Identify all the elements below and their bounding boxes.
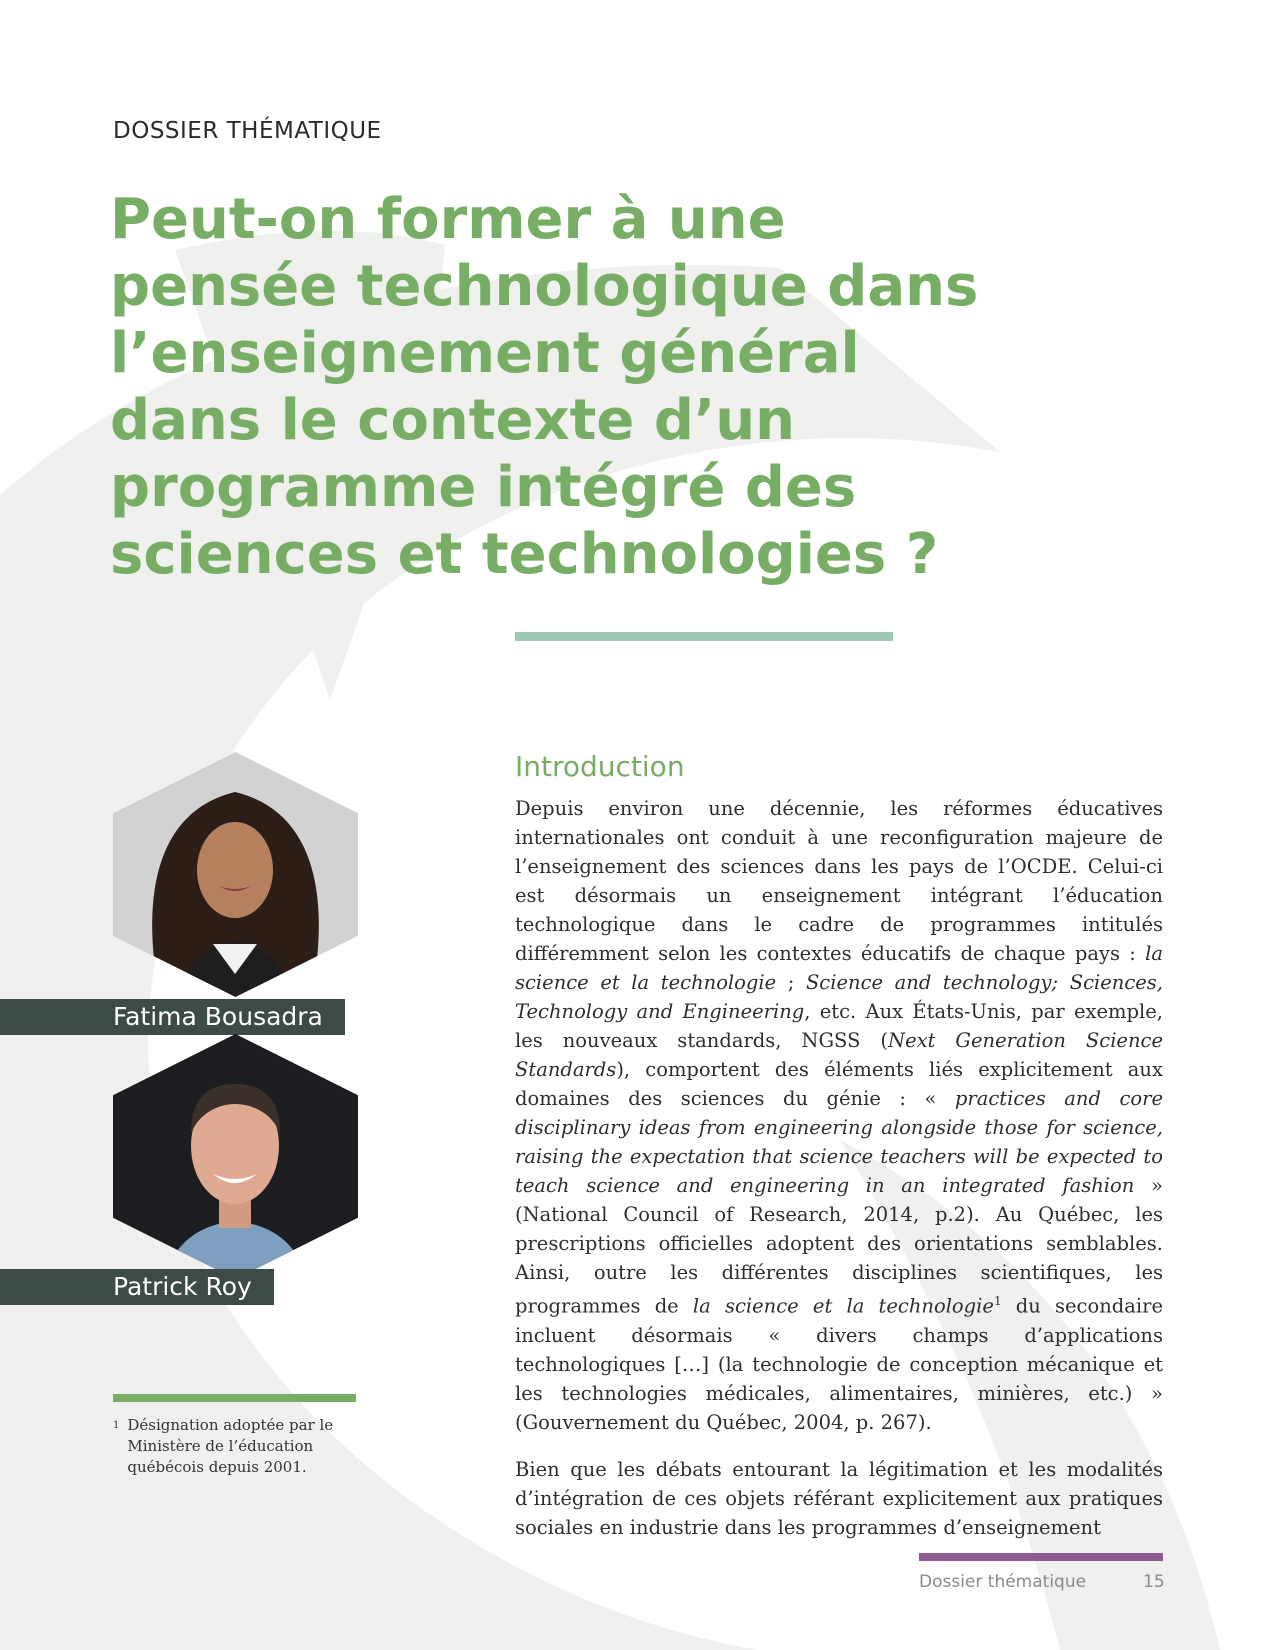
text-run: ; xyxy=(776,971,806,994)
text-run: , etc. Aux États-Unis, par exemple, les nouveaux standards, NGSS ( xyxy=(515,1000,1163,1052)
introduction-heading: Introduction xyxy=(515,750,685,783)
footnote-mark: 1 xyxy=(113,1420,120,1431)
italic-run: practices and core disciplinary ideas from engineering alongside those for science, raising the expectation that science teachers will be expected to teach science and engineering in an integrated fashion xyxy=(515,1087,1164,1197)
paragraph-2: Bien que les débats entourant la légitimation et les modalités d’intégration de ces objets référant explicitement aux pratiques sociales en industrie dans les programmes d’enseignement xyxy=(515,1457,1163,1539)
footnote-text: Désignation adoptée par le Ministère de l’éducation québécois depuis 2001. xyxy=(127,1416,334,1476)
italic-run: la science et la technologie xyxy=(515,942,1163,994)
section-label: DOSSIER THÉMATIQUE xyxy=(113,118,382,144)
title-divider xyxy=(515,632,893,641)
paragraph-1 xyxy=(515,794,1163,1437)
author-name-banner: Fatima Bousadra xyxy=(0,999,345,1035)
page-title: Peut-on former à une pensée technologique dans l’enseignement général dans le contexte d’un programme intégré des sciences et technologies ? xyxy=(110,187,979,587)
text-run: ), comportent des éléments liés explicitement aux domaines des sciences du génie : « xyxy=(515,1058,1163,1110)
italic-run: Science and technology; Sciences, Technology and Engineering xyxy=(515,971,1163,1023)
page-number: 15 xyxy=(1143,1572,1165,1592)
text-run: » (National Council of Research, 2014, p.2). Au Québec, les prescriptions officielles adoptent des orientations semblables. Ainsi, outre les différentes disciplines scientifiques, les programmes de xyxy=(515,1174,1163,1318)
italic-run: la science et la technologie xyxy=(692,1294,994,1318)
footnote-reference: 1 xyxy=(993,1294,1002,1308)
author-name-banner: Patrick Roy xyxy=(0,1269,274,1305)
italic-run: Next Generation Science Standards xyxy=(515,1029,1163,1081)
article-body xyxy=(515,794,1163,1560)
text-run: Depuis environ une décennie, les réformes éducatives internationales ont conduit à une reconfiguration majeure de l’enseignement des sciences dans les pays de l’OCDE. Celui-ci est désormais un enseignement intégrant l’éducation technologique dans le cadre de programmes intitulés différemment selon les contextes éducatifs de chaque pays : xyxy=(515,797,1163,965)
footnote xyxy=(113,1415,363,1478)
footer-label: Dossier thématique xyxy=(919,1572,1087,1592)
text-run: du secondaire incluent désormais « divers champs d’applications technologiques […] (la technologie de conception mécanique et les technologies médicales, alimentaires, minières, etc.) » (Gouvernement du Québec, 2004, p. 267). xyxy=(515,1294,1163,1434)
footnote-rule xyxy=(113,1394,356,1402)
footer-bar xyxy=(919,1553,1163,1561)
